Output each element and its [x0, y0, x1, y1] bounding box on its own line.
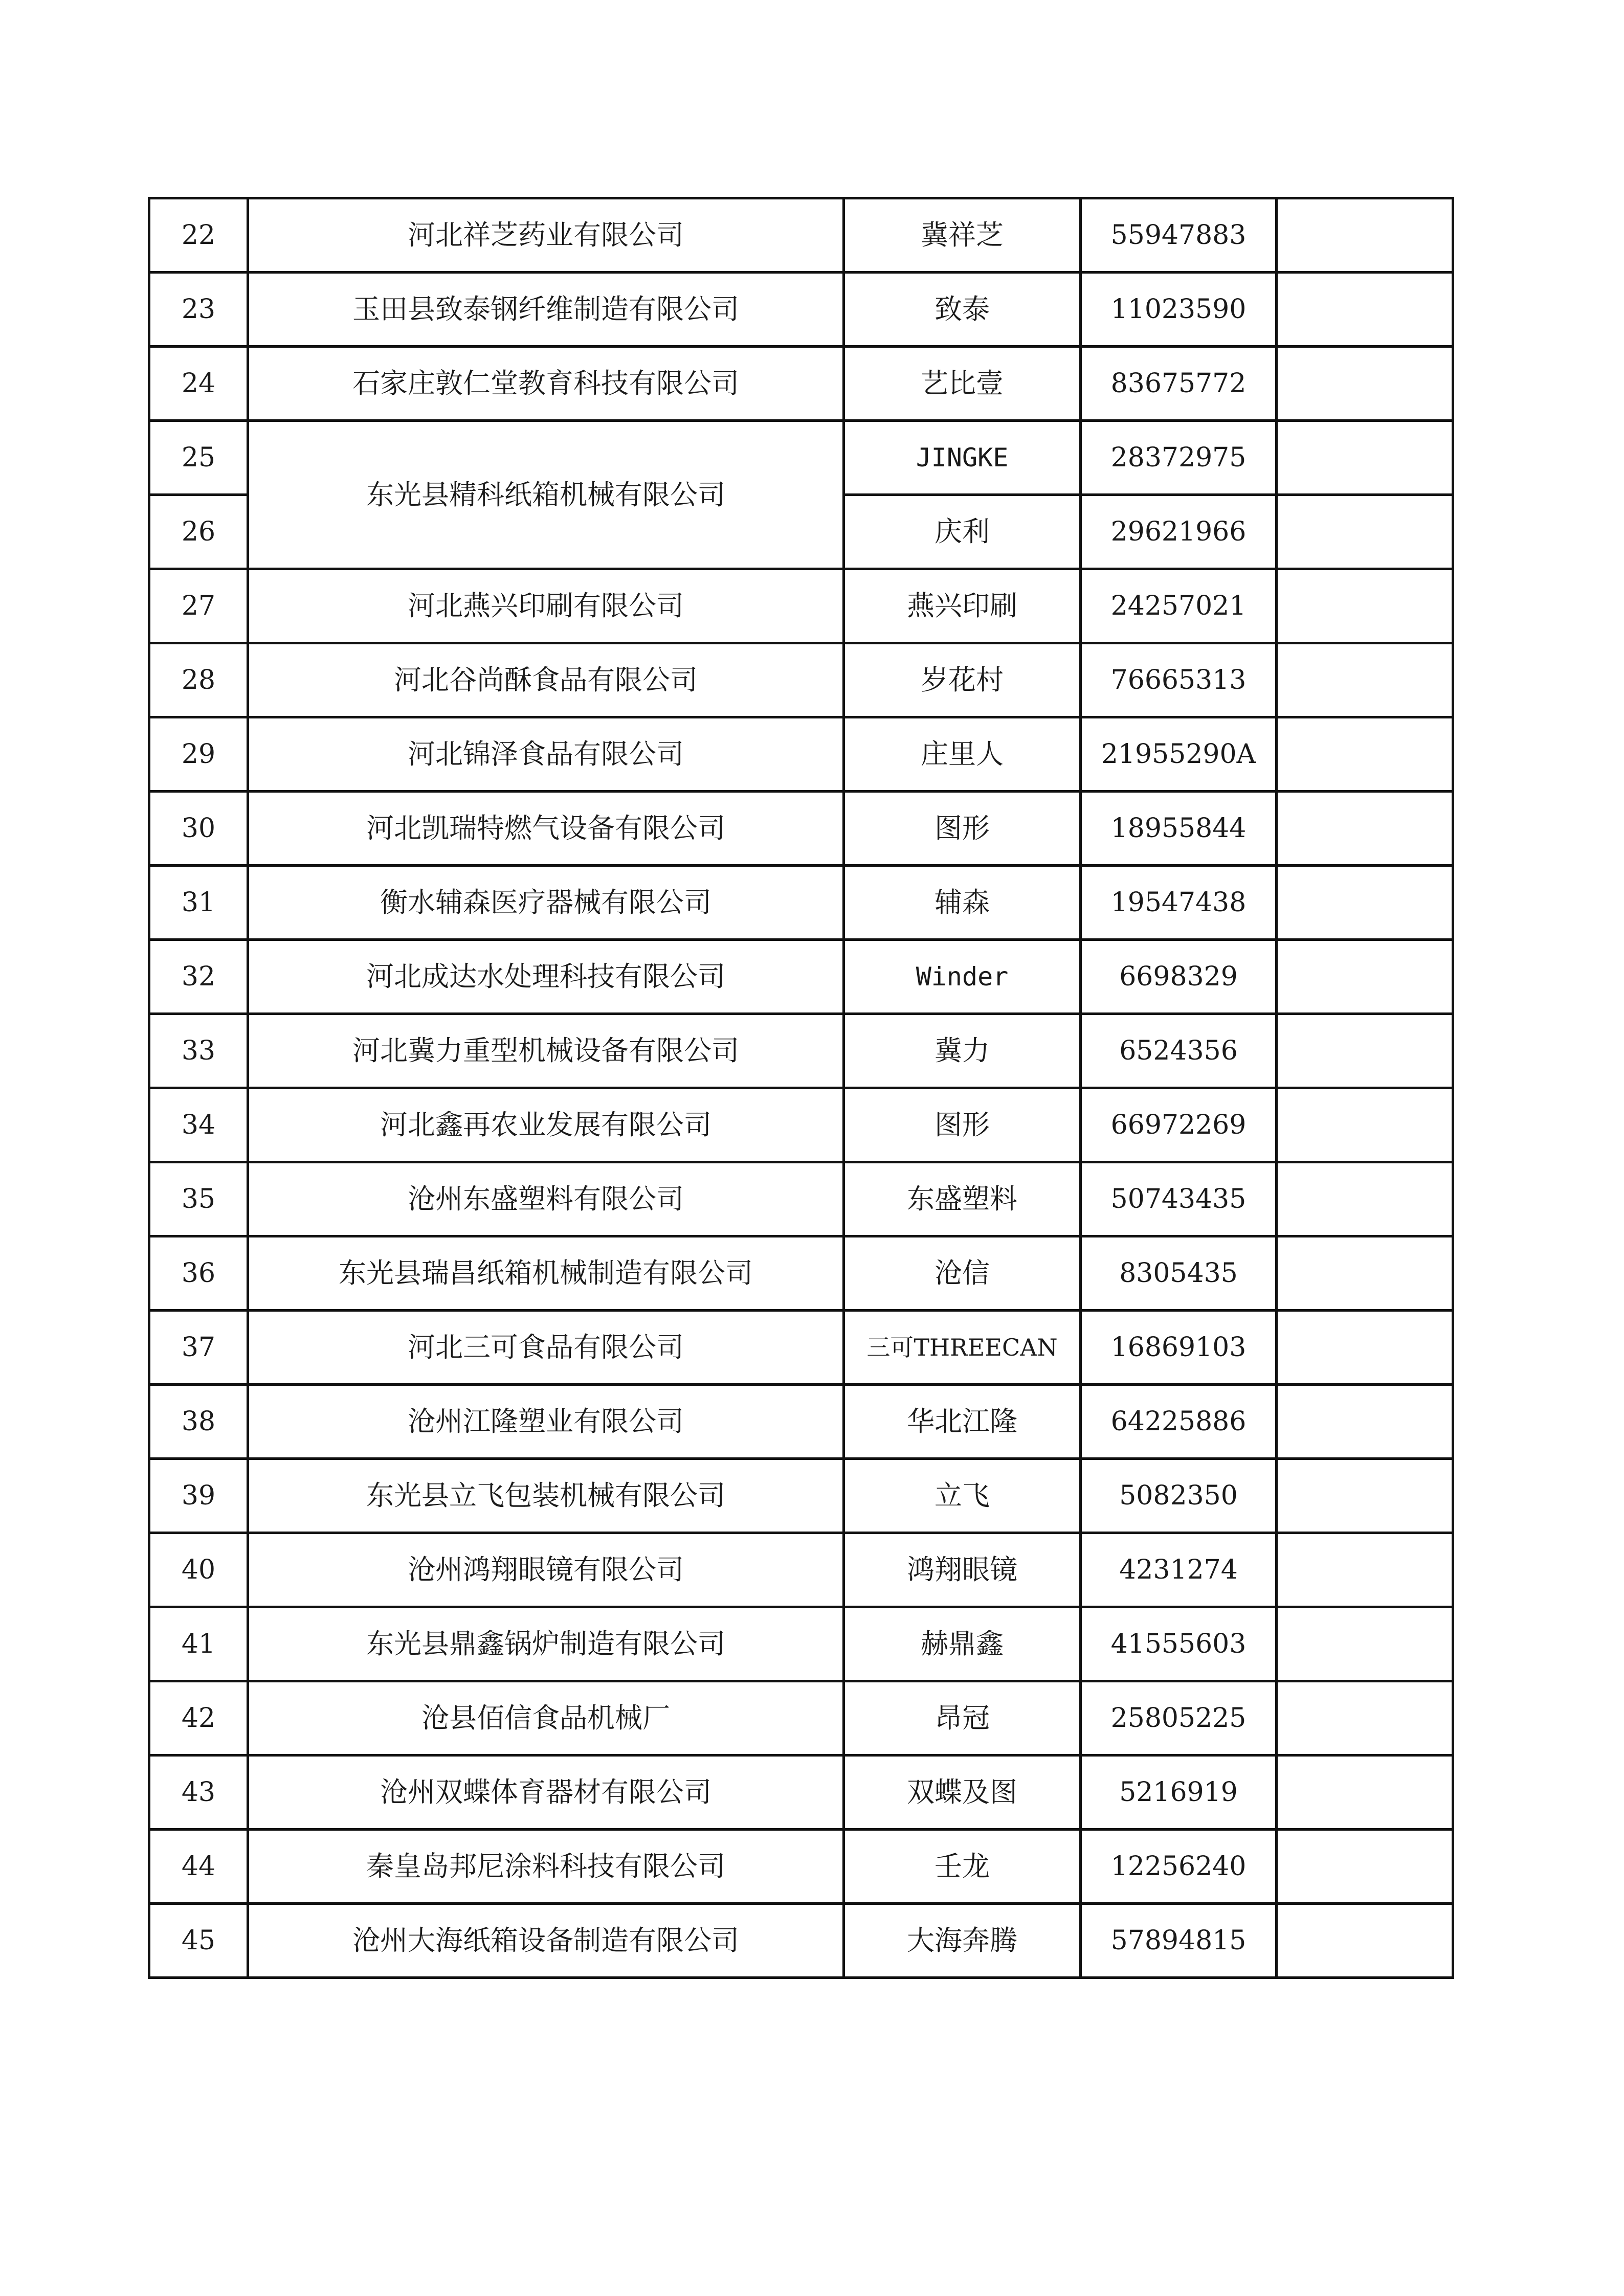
registration-number-cell: 18955844 — [1081, 792, 1277, 866]
company-name-cell: 河北三可食品有限公司 — [248, 1311, 844, 1385]
trademark-table — [148, 197, 1454, 1979]
note-cell — [1277, 940, 1453, 1014]
row-number-cell: 38 — [149, 1385, 248, 1459]
company-name-cell: 衡水辅森医疗器械有限公司 — [248, 866, 844, 940]
company-name-cell: 沧县佰信食品机械厂 — [248, 1681, 844, 1755]
company-name-cell: 河北成达水处理科技有限公司 — [248, 940, 844, 1014]
trademark-cell: 赫鼎鑫 — [844, 1607, 1081, 1681]
row-number-cell: 26 — [149, 495, 248, 569]
row-number-cell: 33 — [149, 1014, 248, 1088]
company-name-cell: 东光县瑞昌纸箱机械制造有限公司 — [248, 1236, 844, 1311]
table-row — [149, 1755, 1453, 1830]
trademark-cell: 图形 — [844, 1088, 1081, 1162]
row-number-cell: 42 — [149, 1681, 248, 1755]
table-row — [149, 1014, 1453, 1088]
table-body — [149, 198, 1453, 1978]
table-row — [149, 1162, 1453, 1236]
trademark-cell: 东盛塑料 — [844, 1162, 1081, 1236]
registration-number-cell: 25805225 — [1081, 1681, 1277, 1755]
registration-number-cell: 21955290A — [1081, 717, 1277, 792]
company-name-cell: 东光县立飞包装机械有限公司 — [248, 1459, 844, 1533]
trademark-cell: 昂冠 — [844, 1681, 1081, 1755]
trademark-cell: 冀祥芝 — [844, 198, 1081, 273]
trademark-cell: 双蝶及图 — [844, 1755, 1081, 1830]
trademark-cell: JINGKE — [844, 421, 1081, 495]
table-row — [149, 1533, 1453, 1607]
table-row — [149, 1904, 1453, 1978]
trademark-cell: 艺比壹 — [844, 347, 1081, 421]
table-row — [149, 347, 1453, 421]
company-name-cell: 河北祥芝药业有限公司 — [248, 198, 844, 273]
company-name-cell: 河北锦泽食品有限公司 — [248, 717, 844, 792]
note-cell — [1277, 495, 1453, 569]
trademark-cell: 冀力 — [844, 1014, 1081, 1088]
row-number-cell: 24 — [149, 347, 248, 421]
registration-number-cell: 55947883 — [1081, 198, 1277, 273]
note-cell — [1277, 1311, 1453, 1385]
note-cell — [1277, 1755, 1453, 1830]
trademark-cell: Winder — [844, 940, 1081, 1014]
table-row — [149, 1830, 1453, 1904]
trademark-cell: 庄里人 — [844, 717, 1081, 792]
trademark-cell: 壬龙 — [844, 1830, 1081, 1904]
registration-number-cell: 4231274 — [1081, 1533, 1277, 1607]
company-name-cell: 石家庄敦仁堂教育科技有限公司 — [248, 347, 844, 421]
trademark-cell: 图形 — [844, 792, 1081, 866]
trademark-cell: 华北江隆 — [844, 1385, 1081, 1459]
company-name-cell: 沧州江隆塑业有限公司 — [248, 1385, 844, 1459]
note-cell — [1277, 1533, 1453, 1607]
company-name-cell: 河北冀力重型机械设备有限公司 — [248, 1014, 844, 1088]
row-number-cell: 23 — [149, 273, 248, 347]
table-row — [149, 421, 1453, 495]
table-row — [149, 1607, 1453, 1681]
registration-number-cell: 76665313 — [1081, 643, 1277, 717]
registration-number-cell: 6524356 — [1081, 1014, 1277, 1088]
note-cell — [1277, 569, 1453, 643]
note-cell — [1277, 198, 1453, 273]
row-number-cell: 28 — [149, 643, 248, 717]
table-row — [149, 1385, 1453, 1459]
row-number-cell: 41 — [149, 1607, 248, 1681]
table-row — [149, 273, 1453, 347]
note-cell — [1277, 1607, 1453, 1681]
table-row — [149, 940, 1453, 1014]
trademark-cell: 燕兴印刷 — [844, 569, 1081, 643]
row-number-cell: 22 — [149, 198, 248, 273]
company-name-cell: 河北燕兴印刷有限公司 — [248, 569, 844, 643]
note-cell — [1277, 1236, 1453, 1311]
company-name-cell: 东光县鼎鑫锅炉制造有限公司 — [248, 1607, 844, 1681]
company-name-cell: 秦皇岛邦尼涂料科技有限公司 — [248, 1830, 844, 1904]
trademark-cell: 辅森 — [844, 866, 1081, 940]
registration-number-cell: 19547438 — [1081, 866, 1277, 940]
table-row — [149, 1681, 1453, 1755]
table-row — [149, 717, 1453, 792]
company-name-cell: 沧州东盛塑料有限公司 — [248, 1162, 844, 1236]
registration-number-cell: 5216919 — [1081, 1755, 1277, 1830]
trademark-cell: 致泰 — [844, 273, 1081, 347]
table-row — [149, 569, 1453, 643]
company-name-cell: 玉田县致泰钢纤维制造有限公司 — [248, 273, 844, 347]
row-number-cell: 40 — [149, 1533, 248, 1607]
table-row — [149, 1459, 1453, 1533]
registration-number-cell: 24257021 — [1081, 569, 1277, 643]
registration-number-cell: 41555603 — [1081, 1607, 1277, 1681]
table-row — [149, 1236, 1453, 1311]
company-name-cell: 沧州鸿翔眼镜有限公司 — [248, 1533, 844, 1607]
row-number-cell: 27 — [149, 569, 248, 643]
note-cell — [1277, 1459, 1453, 1533]
row-number-cell: 32 — [149, 940, 248, 1014]
row-number-cell: 29 — [149, 717, 248, 792]
note-cell — [1277, 1681, 1453, 1755]
row-number-cell: 34 — [149, 1088, 248, 1162]
trademark-cell: 沧信 — [844, 1236, 1081, 1311]
registration-number-cell: 50743435 — [1081, 1162, 1277, 1236]
registration-number-cell: 57894815 — [1081, 1904, 1277, 1978]
trademark-cell: 鸿翔眼镜 — [844, 1533, 1081, 1607]
company-name-cell: 河北谷尚酥食品有限公司 — [248, 643, 844, 717]
note-cell — [1277, 1904, 1453, 1978]
company-name-cell: 河北鑫再农业发展有限公司 — [248, 1088, 844, 1162]
table-row — [149, 198, 1453, 273]
note-cell — [1277, 717, 1453, 792]
row-number-cell: 36 — [149, 1236, 248, 1311]
row-number-cell: 45 — [149, 1904, 248, 1978]
registration-number-cell: 64225886 — [1081, 1385, 1277, 1459]
note-cell — [1277, 1830, 1453, 1904]
trademark-cell: 岁花村 — [844, 643, 1081, 717]
note-cell — [1277, 1162, 1453, 1236]
note-cell — [1277, 1014, 1453, 1088]
note-cell — [1277, 643, 1453, 717]
registration-number-cell: 83675772 — [1081, 347, 1277, 421]
note-cell — [1277, 792, 1453, 866]
note-cell — [1277, 866, 1453, 940]
note-cell — [1277, 347, 1453, 421]
row-number-cell: 44 — [149, 1830, 248, 1904]
registration-number-cell: 8305435 — [1081, 1236, 1277, 1311]
company-name-cell-merged: 东光县精科纸箱机械有限公司 — [248, 421, 844, 569]
registration-number-cell: 29621966 — [1081, 495, 1277, 569]
trademark-cell: 大海奔腾 — [844, 1904, 1081, 1978]
row-number-cell: 30 — [149, 792, 248, 866]
registration-number-cell: 11023590 — [1081, 273, 1277, 347]
note-cell — [1277, 1088, 1453, 1162]
row-number-cell: 37 — [149, 1311, 248, 1385]
registration-number-cell: 66972269 — [1081, 1088, 1277, 1162]
company-name-cell: 沧州双蝶体育器材有限公司 — [248, 1755, 844, 1830]
trademark-cell: 三可THREECAN — [844, 1311, 1081, 1385]
note-cell — [1277, 273, 1453, 347]
table-row — [149, 643, 1453, 717]
row-number-cell: 25 — [149, 421, 248, 495]
row-number-cell: 43 — [149, 1755, 248, 1830]
company-name-cell: 河北凯瑞特燃气设备有限公司 — [248, 792, 844, 866]
row-number-cell: 39 — [149, 1459, 248, 1533]
trademark-cell: 庆利 — [844, 495, 1081, 569]
table-row — [149, 792, 1453, 866]
row-number-cell: 31 — [149, 866, 248, 940]
registration-number-cell: 16869103 — [1081, 1311, 1277, 1385]
trademark-cell: 立飞 — [844, 1459, 1081, 1533]
row-number-cell: 35 — [149, 1162, 248, 1236]
note-cell — [1277, 1385, 1453, 1459]
registration-number-cell: 5082350 — [1081, 1459, 1277, 1533]
company-name-cell: 沧州大海纸箱设备制造有限公司 — [248, 1904, 844, 1978]
table-row — [149, 1311, 1453, 1385]
table-row — [149, 866, 1453, 940]
registration-number-cell: 12256240 — [1081, 1830, 1277, 1904]
registration-number-cell: 6698329 — [1081, 940, 1277, 1014]
note-cell — [1277, 421, 1453, 495]
registration-number-cell: 28372975 — [1081, 421, 1277, 495]
table-row — [149, 1088, 1453, 1162]
